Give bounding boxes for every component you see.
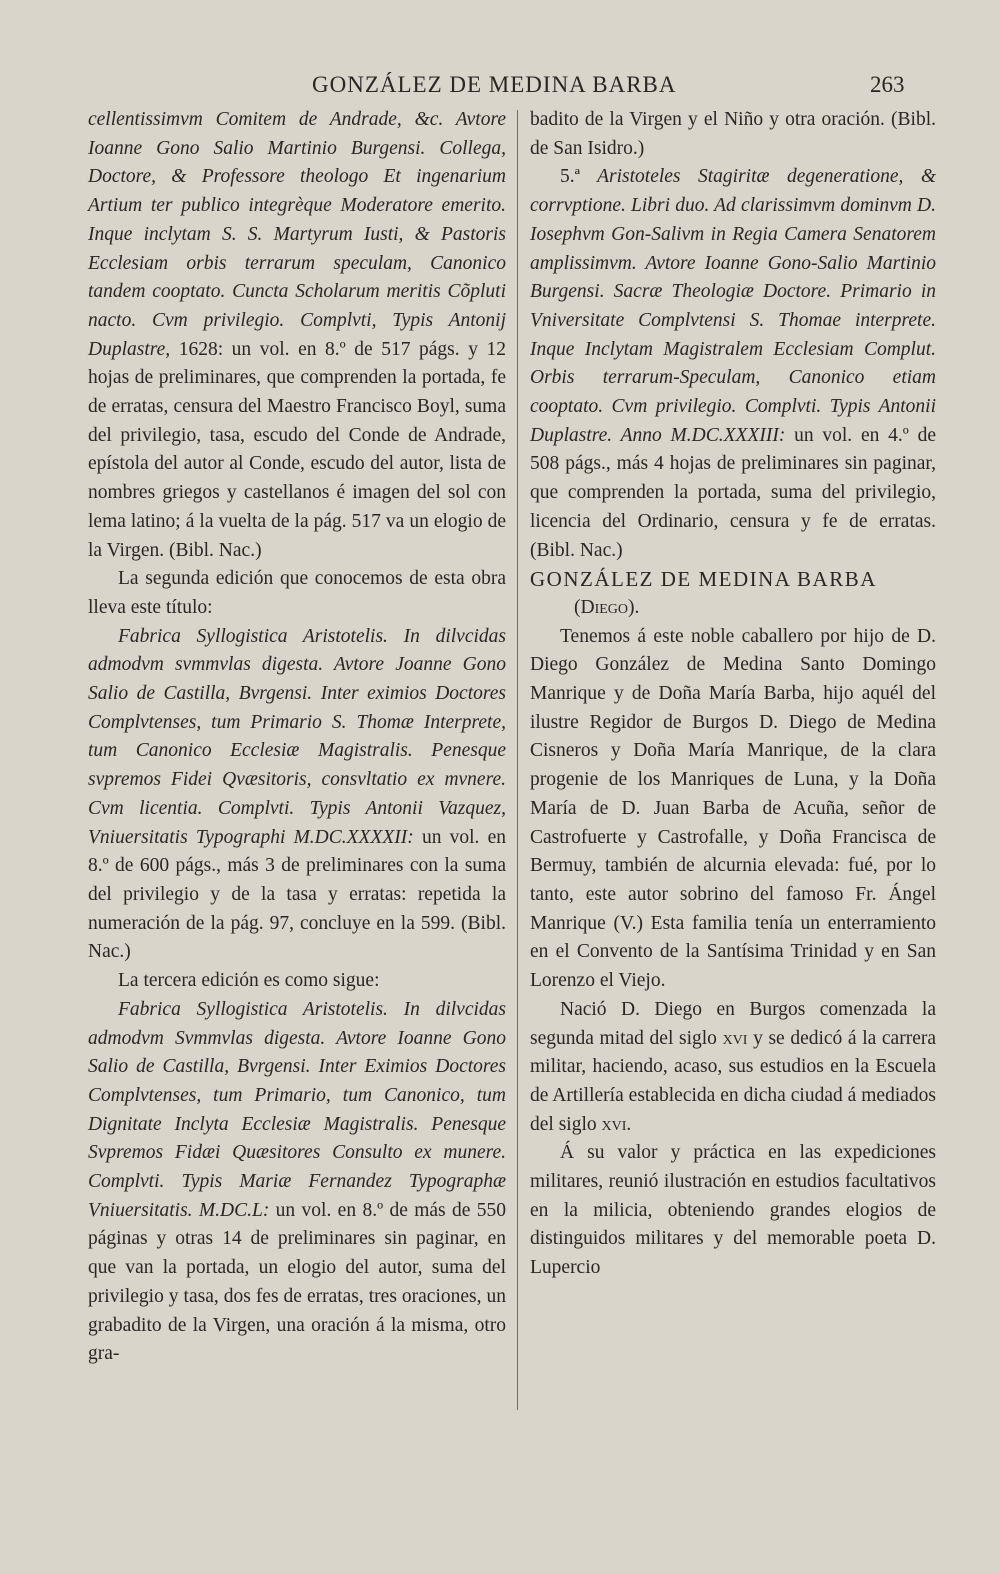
paragraph <box>88 106 506 565</box>
paragraph: Tenemos á este noble caballero por hijo de D. Diego González de Medina Santo Domingo Manrique y de Doña María Barba, hijo aquél del ilustre Regidor de Burgos D. Diego de Medina Cisneros y Doña María Manrique, de la clara progenie de los Manriques de Luna, y la Doña María de D. Juan Barba de Acuña, señor de Castrofuerte y Castrofalle, y Doña Francisca de Bermuy, también de alcurnia elevada: fué, por lo tanto, este autor sobrino del famoso Fr. Ángel Manrique (V.) Esta familia tenía un enterramiento en el Convento de la Santísima Trinidad y en San Lorenzo el Viejo. <box>530 625 936 992</box>
column-divider <box>517 110 518 1410</box>
page-number: 263 <box>870 72 905 97</box>
italic-text: Fabrica Syllogistica Aristotelis. In dilvcidas admodvm Svmmvlas digesta. Avtore Ioanne Gono Salio de Castilla, Bvrgensi. Inter Eximios Doctores Complvtenses, tum Primario, tum Canonico, tum Dignitate Inclyta Ecclesiæ Magistralis. Penesque Svpremos Fidæi Quæsitores Consulto ex munere. Complvti. Typis Mariæ Fernandez Typographæ Vniuersitatis. M.DC.L: <box>88 998 506 1221</box>
paragraph <box>88 623 506 967</box>
century-numeral: xvi <box>722 1027 748 1049</box>
paragraph: badito de la Virgen y el Niño y otra oración. (Bibl. de San Isidro.) <box>530 109 936 159</box>
roman-text: un vol. en 4.º de 508 págs., más 4 hojas de preliminares sin paginar, que comprenden la portada, suma del privilegio, licencia del Ordinario, censura y fe de erratas. (Bibl. Nac.) <box>530 424 936 561</box>
paragraph: Á su valor y práctica en las expediciones militares, reunió ilustración en estudios facultativos en la milicia, obteniendo grandes elogios de distinguidos militares y del memorable poeta D. Lupercio <box>530 1142 936 1279</box>
text: y se dedicó á la carrera militar, haciendo, acaso, sus estudios en la Escuela de Artillería establecida en dicha ciudad á mediados del siglo <box>530 1027 936 1135</box>
entry-heading: GONZÁLEZ DE MEDINA BARBA <box>530 567 877 592</box>
paragraph <box>88 996 506 1369</box>
roman-text: un vol. en 8.º de más de 550 páginas y otras 14 de preliminares sin paginar, en que van la portada, un elogio del autor, suma del privilegio y tasa, dos fes de erratas, tres oraciones, un grabadito de la Virgen, una oración á la misma, otro gra- <box>88 1199 507 1365</box>
entry-number: 5.ª <box>560 166 581 188</box>
roman-text: un vol. en 8.º de 600 págs., más 3 de preliminares con la suma del privilegio y de la tasa y erratas: repetida la numeración de la pág. 97, concluye en la 599. (Bibl. Nac.) <box>88 826 506 963</box>
italic-text: Aristoteles Stagiritæ degeneratione, & corrvptione. Libri duo. Ad clarissimvm dominvm D. Iosephvm Gon-Salivm in Regia Camera Senatorem amplissimvm. Avtore Ioanne Gono-Salio Martinio Burgensi. Sacræ Theologiæ Doctore. Primario in Vniversitate Complvtensi S. Thomae interprete. Inque Inclytam Magistralem Ecclesiam Complut. Orbis terrarum-Speculam, Canonico etiam cooptato. Cvm privilegio. Complvti. Typis Antonii Duplastre. Anno M.DC.XXXIII: <box>530 166 936 446</box>
running-head-title: GONZÁLEZ DE MEDINA BARBA <box>312 72 677 97</box>
italic-text: cellentissimvm Comitem de Andrade, &c. Avtore Ioanne Gono Salio Martinio Burgensi. Collega, Doctore, & Professore theologo Et ingenarium Artium ter publico integrèque Moderatore emerito. Inque inclytam S. S. Martyrum Iusti, & Pastoris Ecclesiam orbis terrarum speculam, Canonico tandem cooptato. Cuncta Scholarum meritis Cõpluti nacto. Cvm privilegio. Complvti, Typis Antonij Duplastre, <box>88 109 506 360</box>
paragraph <box>530 163 936 565</box>
text: Nació D. Diego en Burgos comenzada la segunda mitad del siglo <box>530 998 936 1049</box>
running-head <box>0 62 1000 102</box>
italic-text: Fabrica Syllogistica Aristotelis. In dilvcidas admodvm svmmvlas digesta. Avtore Joanne Gono Salio de Castilla, Bvrgensi. Inter eximios Doctores Complvtenses, tum Primario S. Thomæ Interprete, tum Canonico Ecclesiæ Magistralis. Penesque svpremos Fidei Qvæsitoris, consvltatio ex mvnere. Cvm licentia. Complvti. Typis Antonii Vazquez, Vniuersitatis Typographi M.DC.XXXXII: <box>88 625 506 848</box>
paragraph: La segunda edición que conocemos de esta obra lleva este título: <box>88 568 506 618</box>
century-numeral: xvi <box>601 1113 627 1135</box>
roman-text: 1628: un vol. en 8.º de 517 págs. y 12 hojas de preliminares, que comprenden la portada, fe de erratas, censura del Maestro Francisco Boyl, suma del privilegio, tasa, escudo del Conde de Andrade, epístola del autor al Conde, escudo del autor, lista de nombres griegos y castellanos é imagen del sol con lema latino; á la vuelta de la pág. 517 va un elogio de la Virgen. (Bibl. Nac.) <box>88 338 506 561</box>
right-column <box>530 106 936 1283</box>
paragraph: La tercera edición es como sigue: <box>118 970 380 992</box>
paragraph <box>530 996 936 1140</box>
left-column <box>88 106 506 1369</box>
text: . <box>626 1113 632 1135</box>
entry-subheading: (Diego). <box>574 596 640 618</box>
